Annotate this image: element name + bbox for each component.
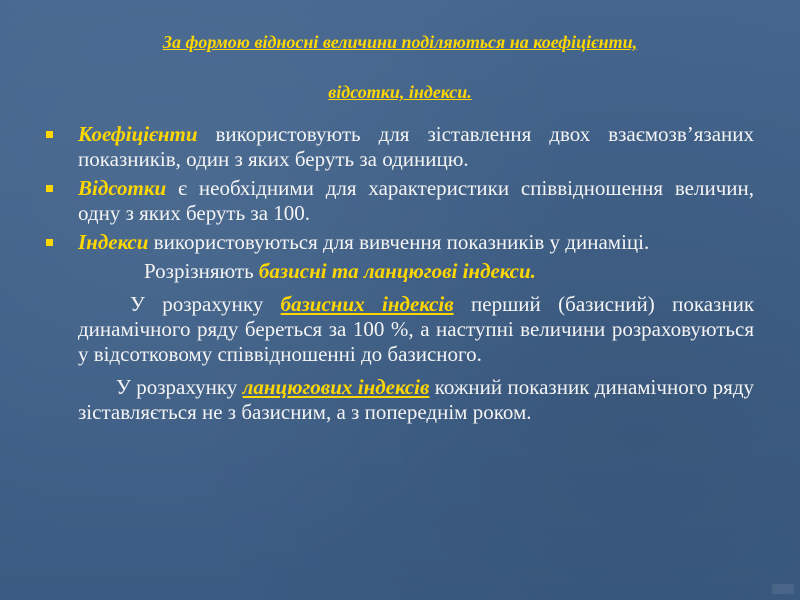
- slide-title-line-1: За формою відносні величини поділяються на коефіцієнти,: [162, 32, 638, 52]
- bullet-term: Індекси: [78, 230, 149, 254]
- chain-highlight: ланцюгових індексів: [242, 375, 430, 399]
- chain-prefix: У розрахунку: [116, 375, 243, 399]
- bullet-text: використовуються для вивчення показників у динаміці.: [148, 230, 650, 254]
- bullet-square-icon: [46, 131, 53, 138]
- bullet-text: використовують для зіставлення двох взаємозв’язаних показників, один з яких беруть за одиницю.: [78, 122, 754, 171]
- distinguish-prefix: Розрізняють: [144, 259, 259, 283]
- chain-text: кожний показник динамічного ряду зіставляється не з базисним, а з попереднім роком.: [78, 375, 755, 424]
- basis-highlight: базисних індексів: [280, 292, 454, 316]
- basis-prefix: У розрахунку: [130, 292, 281, 316]
- bullet-indices: [78, 230, 754, 255]
- basis-paragraph: [78, 292, 754, 367]
- chain-paragraph: [78, 375, 754, 425]
- bullet-coefficients: [78, 122, 754, 172]
- slide-content: [78, 122, 754, 425]
- bullet-percentages: [78, 176, 754, 226]
- bullet-square-icon: [46, 239, 53, 246]
- distinguish-highlight: базисні та ланцюгові індекси.: [258, 259, 536, 283]
- bullet-text: є необхідними для характеристики співвідношення величин, одну з яких беруть за 100.: [78, 176, 754, 225]
- bullet-term: Коефіцієнти: [78, 122, 198, 146]
- basis-text: перший (базисний) показник динамічного ряду береться за 100 %, а наступні величини розраховуються у відсотковому співвідношенні до базисного.: [78, 292, 755, 366]
- slide-title-line-2: відсотки, індекси.: [328, 82, 472, 102]
- corner-decoration: [772, 584, 794, 594]
- distinguish-paragraph: [78, 259, 754, 284]
- bullet-term: Відсотки: [78, 176, 167, 200]
- bullet-square-icon: [46, 185, 53, 192]
